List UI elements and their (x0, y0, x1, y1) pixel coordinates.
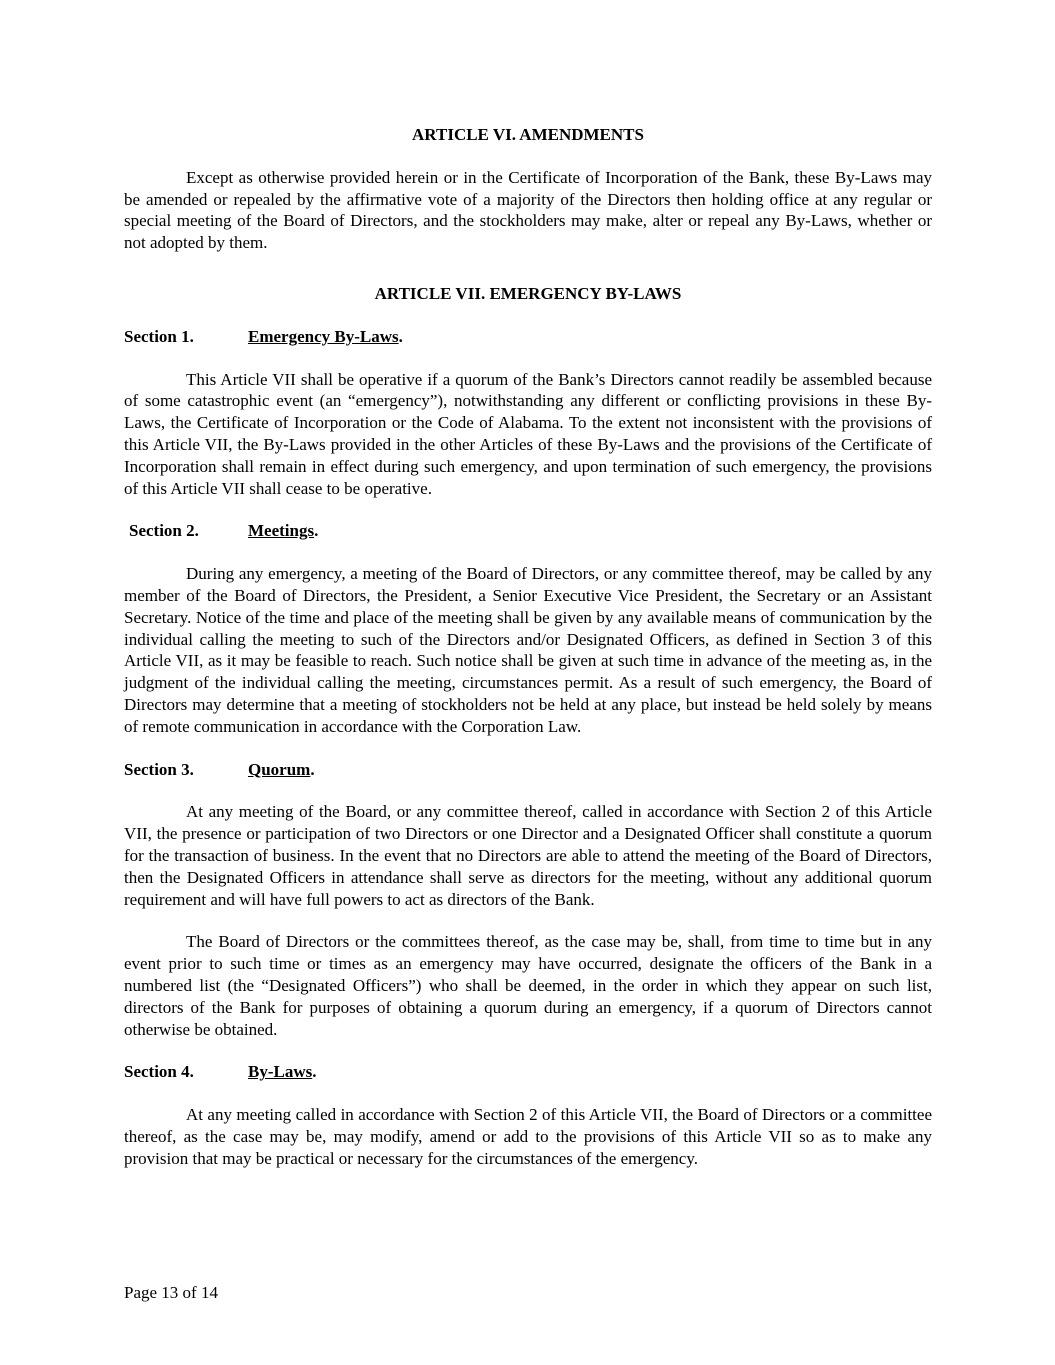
section-4-heading: Section 4. By-Laws. (124, 1062, 317, 1082)
section-2-title: Meetings (248, 521, 315, 541)
section-1-paragraph: This Article VII shall be operative if a quorum of the Bank’s Directors cannot readily be assembled because of some catastrophic event (an “emergency”), notwithstanding any different or conflicting provisions in these By-Laws, the Certificate of Incorporation or the Code of Alabama. To the extent not inconsistent with the provisions of this Article VII, the By-Laws provided in the other Articles of these By-Laws and the provisions of the Certificate of Incorporation shall remain in effect during such emergency, and upon termination of such emergency, the provisions of this Article VII shall cease to be operative. (124, 369, 932, 498)
article-vi-paragraph: Except as otherwise provided herein or in the Certificate of Incorporation of the Bank, these By-Laws may be amended or repealed by the affirmative vote of a majority of the Directors then holding office at any regular or special meeting of the Board of Directors, and the stockholders may make, alter or repeal any By-Laws, whether or not adopted by them. (124, 167, 932, 253)
article-vii-heading: ARTICLE VII. EMERGENCY BY-LAWS (374, 283, 682, 303)
page-number-footer: Page 13 of 14 (124, 1283, 218, 1302)
section-3-number: Section 3. (124, 759, 194, 779)
section-3-title: Quorum (248, 759, 311, 779)
section-3-paragraph-2: The Board of Directors or the committees thereof, as the case may be, shall, from time to time but in any event prior to such time or times as an emergency may have occurred, designate the officers of the Bank in a numbered list (the “Designated Officers”) who shall be deemed, in the order in which they appear on such list, directors of the Bank for purposes of obtaining a quorum during an emergency, if a quorum of Directors cannot otherwise be obtained. (124, 932, 932, 1039)
document-page (124, 124, 932, 1169)
section-2-number: Section 2. (129, 521, 199, 541)
section-1-title: Emergency By-Laws (248, 326, 399, 346)
section-4-paragraph: At any meeting called in accordance with Section 2 of this Article VII, the Board of Directors or a committee thereof, as the case may be, may modify, amend or add to the provisions of this Article VII so as to make any provision that may be practical or necessary for the circumstances of the emergency. (124, 1105, 932, 1168)
section-3-heading: Section 3. Quorum. (124, 759, 315, 779)
section-1-number: Section 1. (124, 326, 194, 346)
section-1-heading: Section 1. Emergency By-Laws. (124, 326, 403, 346)
section-3-paragraph-1: At any meeting of the Board, or any committee thereof, called in accordance with Section 2 of this Article VII, the presence or participation of two Directors or one Director and a Designated Officer shall constitute a quorum for the transaction of business. In the event that no Directors are able to attend the meeting of the Board of Directors, then the Designated Officers in attendance shall serve as directors for the meeting, without any additional quorum requirement and will have full powers to act as directors of the Bank. (124, 802, 932, 909)
section-4-title: By-Laws (248, 1062, 313, 1082)
section-4-number: Section 4. (124, 1062, 194, 1082)
section-2-heading: Section 2. Meetings. (129, 521, 319, 541)
section-2-paragraph: During any emergency, a meeting of the Board of Directors, or any committee thereof, may be called by any member of the Board of Directors, the President, a Senior Executive Vice President, the Secretary or an Assistant Secretary. Notice of the time and place of the meeting shall be given by any available means of communication by the individual calling the meeting to such of the Directors and/or Designated Officers, as defined in Section 3 of this Article VII, as it may be feasible to reach. Such notice shall be given at such time in advance of the meeting as, in the judgment of the individual calling the meeting, circumstances permit. As a result of such emergency, the Board of Directors may determine that a meeting of stockholders not be held at any place, but instead be held solely by means of remote communication in accordance with the Corporation Law. (124, 564, 932, 736)
article-vi-heading: ARTICLE VI. AMENDMENTS (412, 125, 644, 144)
